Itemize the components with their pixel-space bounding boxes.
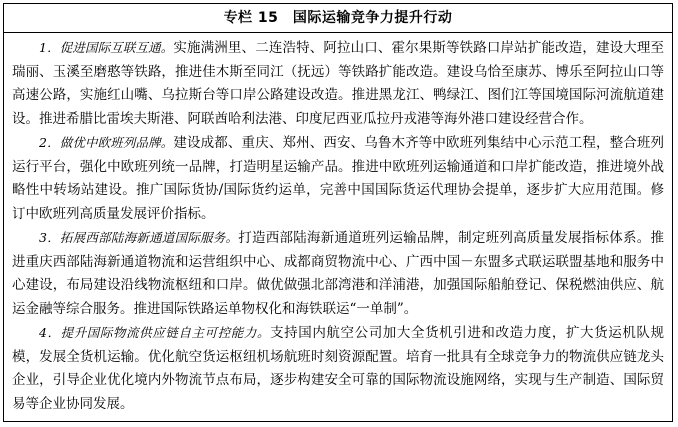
column-box bbox=[3, 3, 673, 422]
section-4 bbox=[12, 321, 664, 416]
section-3-heading: 3．拓展西部陆海新通道国际服务。 bbox=[39, 230, 239, 245]
section-1-body: 实施满洲里、二连浩特、阿拉山口、霍尔果斯等铁路口岸站扩能改造，建设大理至瑞丽、玉溪至磨憨等铁路，推进佳木斯至同江（抚远）等铁路扩能改造。建设乌恰至康苏、博乐至阿拉山口等高速公路，实施红山嘴、乌拉斯台等口岸公路建设改造。推进黑龙江、鸭绿江、图们江等国境国际河流航道建设。推进希腊比雷埃夫斯港、阿联酋哈利法港、印度尼西亚瓜拉丹戎港等海外港口建设经营合作。 bbox=[12, 40, 664, 127]
section-2-body: 建设成都、重庆、郑州、西安、乌鲁木齐等中欧班列集结中心示范工程，整合班列运行平台，强化中欧班列统一品牌，打造明星运输产品。推进中欧班列运输通道和口岸扩能改造，推进境外战略性中转场站建设。推广国际货协/国际货约运单，完善中国国际货运代理协会提单，逐步扩大应用范围。修订中欧班列高质量发展评价指标。 bbox=[12, 135, 664, 222]
section-2-heading: 2．做优中欧班列品牌。 bbox=[39, 135, 174, 150]
column-content bbox=[4, 33, 672, 416]
section-3-body: 打造西部陆海新通道班列运输品牌，制定班列高质量发展指标体系。推进重庆西部陆海新通道物流和运营组织中心、成都商贸物流中心、广西中国－东盟多式联运联盟基地和服务中心建设，布局建设沿线物流枢纽和口岸。做优做强北部湾港和洋浦港，加强国际船舶登记、保税燃油供应、航运金融等综合服务。推进国际铁路运单物权化和海铁联运“一单制”。 bbox=[12, 230, 664, 317]
section-4-body: 支持国内航空公司加大全货机引进和改造力度，扩大货运机队规模，发展全货机运输。优化航空货运枢纽机场航班时刻资源配置。培育一批具有全球竞争力的物流供应链龙头企业，引导企业优化境内外物流节点布局，逐步构建安全可靠的国际物流设施网络，实现与生产制造、国际贸易等企业协同发展。 bbox=[12, 325, 664, 412]
section-4-heading: 4．提升国际物流供应链自主可控能力。 bbox=[39, 325, 271, 340]
section-3 bbox=[12, 226, 664, 321]
section-1-heading: 1．促进国际互联互通。 bbox=[39, 40, 174, 55]
section-2 bbox=[12, 131, 664, 226]
column-title: 专栏 15 国际运输竞争力提升行动 bbox=[4, 4, 672, 33]
section-1 bbox=[12, 36, 664, 131]
